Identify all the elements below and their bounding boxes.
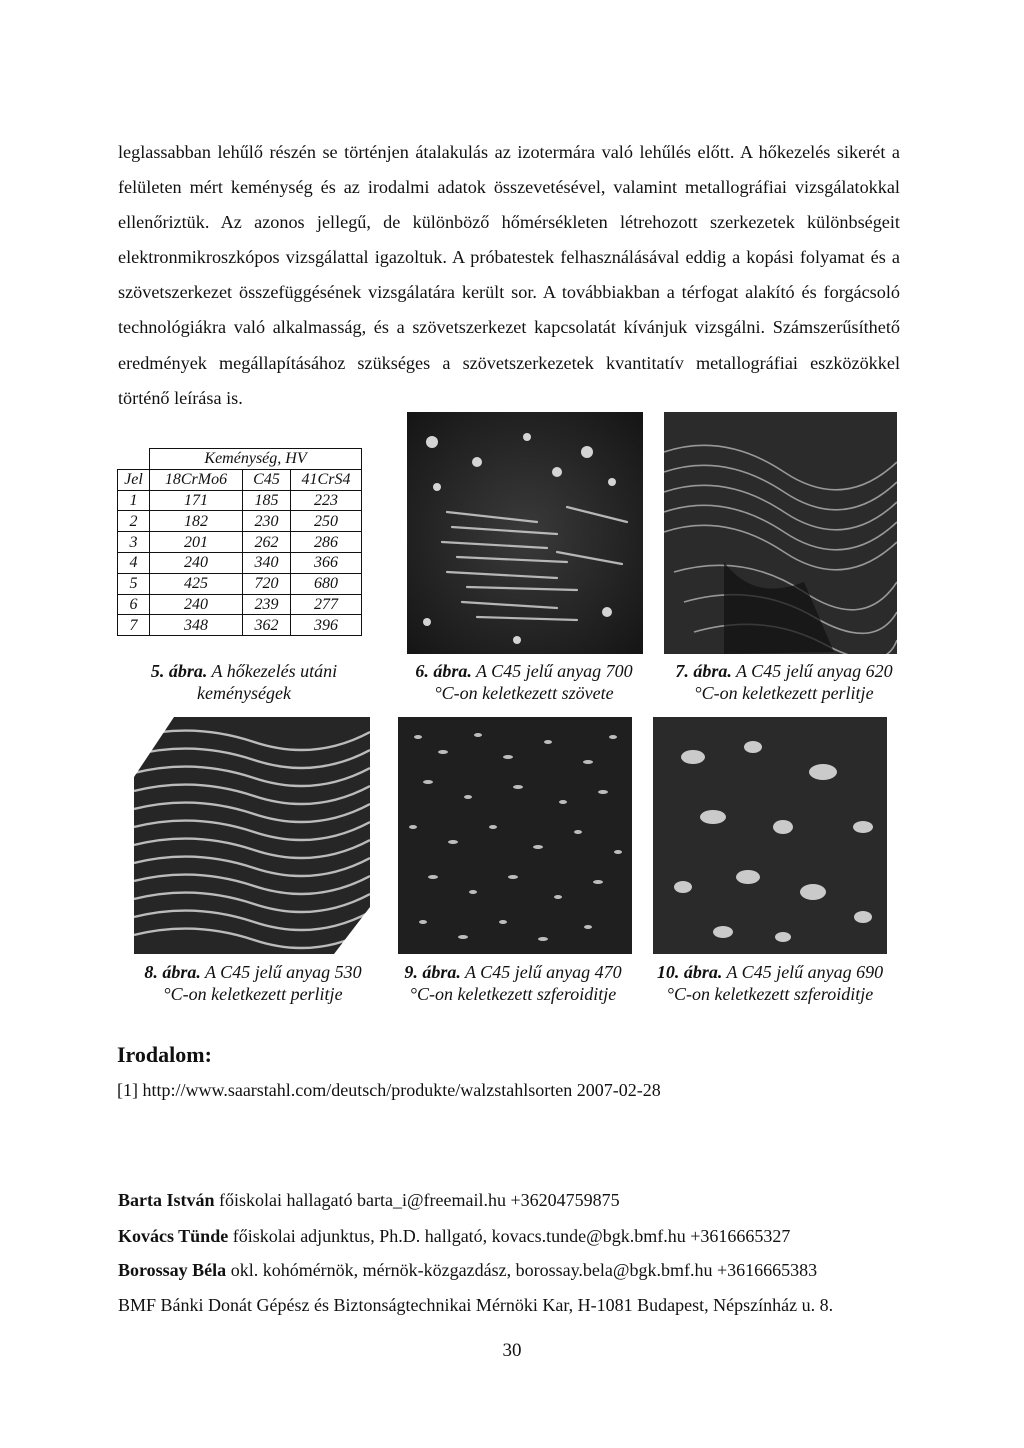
caption-text: °C-on keletkezett szövete <box>434 683 614 703</box>
affiliation: BMF Bánki Donát Gépész és Biztonságtechnikai Mérnöki Kar, H-1081 Budapest, Népszínház u. 8. <box>118 1295 834 1315</box>
micrograph-fig7 <box>664 412 897 654</box>
caption-number: 6. ábra. <box>415 661 472 681</box>
body-paragraph: leglassabban lehűlő részén se történjen átalakulás az izotermára való lehűlés előtt. A hőkezelés sikerét a felületen mért keménység és az irodalmi adatok összevetésével, valamint metallográfiai vizsgálatokkal ellenőriztük. Az azonos jellegű, de különböző hőmérsékleten létrehozott szerkezetek különbségeit elektronmikroszkópos vizsgálattal igazoltuk. A próbatestek felhasználásával eddig a kopási folyamat és a szövetszerkezet összefüggésének vizsgálatára került sor. A továbbiakban a térfogat alakító és forgácsoló technológiákra való alkalmasság, és a szövetszerkezet kapcsolatát kívánjuk vizsgálni. Számszerűsíthető eredmények megállapításához szükséges a szövetszerkezetek kvantitatív metallográfiai eszközökkel történő leírása is. <box>118 142 900 408</box>
caption-fig8 <box>108 961 398 1005</box>
caption-number: 8. ábra. <box>144 962 201 982</box>
table-row <box>118 594 362 615</box>
table-cell: 286 <box>291 532 362 553</box>
caption-number: 10. ábra. <box>656 962 723 982</box>
table-header: C45 <box>243 469 291 490</box>
caption-text: °C-on keletkezett szferoiditje <box>409 984 617 1004</box>
table-cell: 201 <box>150 532 243 553</box>
table-cell: 5 <box>118 573 150 594</box>
table-cell: 1 <box>118 490 150 511</box>
caption-number: 5. ábra. <box>150 661 208 681</box>
table-cell: 262 <box>243 532 291 553</box>
table-cell: 3 <box>118 532 150 553</box>
table-row <box>118 552 362 573</box>
hardness-table <box>117 448 362 636</box>
table-cell: 720 <box>243 573 291 594</box>
author-name: Kovács Tünde <box>118 1226 229 1246</box>
table-cell: 4 <box>118 552 150 573</box>
micrograph-fig8 <box>134 717 370 954</box>
caption-text: °C-on keletkezett perlitje <box>694 683 874 703</box>
table-cell: 250 <box>291 511 362 532</box>
table-row <box>118 490 362 511</box>
caption-text: A hőkezelés utáni <box>211 661 338 681</box>
table-cell: 240 <box>150 552 243 573</box>
caption-fig10 <box>630 961 910 1005</box>
table-title-row <box>118 449 362 470</box>
caption-number: 7. ábra. <box>675 661 732 681</box>
caption-text: A C45 jelű anyag 530 <box>205 962 362 982</box>
table-cell: 348 <box>150 615 243 636</box>
caption-text: A C45 jelű anyag 470 <box>465 962 622 982</box>
caption-fig6 <box>388 660 660 704</box>
caption-text: °C-on keletkezett perlitje <box>163 984 343 1004</box>
caption-number: 9. ábra. <box>404 962 461 982</box>
author-line <box>118 1260 817 1281</box>
table-title: Keménység, HV <box>150 449 362 470</box>
table-row <box>118 511 362 532</box>
table-cell: 366 <box>291 552 362 573</box>
table-row <box>118 615 362 636</box>
table-cell: 230 <box>243 511 291 532</box>
micrograph-fig9 <box>398 717 632 954</box>
table-cell: 6 <box>118 594 150 615</box>
author-details: okl. kohómérnök, mérnök-közgazdász, borossay.bela@bgk.bmf.hu +3616665383 <box>226 1260 818 1280</box>
table-corner <box>118 449 150 470</box>
micrograph-fig6 <box>407 412 643 654</box>
table-row <box>118 573 362 594</box>
author-line <box>118 1190 620 1211</box>
caption-text: A C45 jelű anyag 700 <box>476 661 633 681</box>
caption-fig9 <box>378 961 648 1005</box>
table-header-row <box>118 469 362 490</box>
table-cell: 239 <box>243 594 291 615</box>
table-cell: 182 <box>150 511 243 532</box>
micrograph-fig10 <box>653 717 887 954</box>
caption-text: A C45 jelű anyag 620 <box>736 661 893 681</box>
table-header: 41CrS4 <box>291 469 362 490</box>
table-header: Jel <box>118 469 150 490</box>
table-cell: 2 <box>118 511 150 532</box>
table-cell: 277 <box>291 594 362 615</box>
author-details: főiskolai adjunktus, Ph.D. hallgató, kovacs.tunde@bgk.bmf.hu +3616665327 <box>228 1226 791 1246</box>
table-cell: 171 <box>150 490 243 511</box>
table-cell: 340 <box>243 552 291 573</box>
table-cell: 240 <box>150 594 243 615</box>
table-cell: 425 <box>150 573 243 594</box>
table-header: 18CrMo6 <box>150 469 243 490</box>
caption-text: A C45 jelű anyag 690 <box>726 962 884 982</box>
table-cell: 7 <box>118 615 150 636</box>
author-line <box>118 1226 790 1247</box>
table-cell: 396 <box>291 615 362 636</box>
table-cell: 185 <box>243 490 291 511</box>
table-cell: 362 <box>243 615 291 636</box>
caption-text: °C-on keletkezett szferoiditje <box>666 984 874 1004</box>
table-cell: 680 <box>291 573 362 594</box>
table-cell: 223 <box>291 490 362 511</box>
references-heading: Irodalom: <box>117 1042 212 1067</box>
caption-text: keménységek <box>197 683 291 703</box>
author-name: Barta István <box>118 1190 215 1210</box>
caption-fig7 <box>648 660 920 704</box>
reference-item: [1] http://www.saarstahl.com/deutsch/produkte/walzstahlsorten 2007-02-28 <box>117 1080 661 1100</box>
author-name: Borossay Béla <box>118 1260 227 1280</box>
page-number: 30 <box>502 1340 522 1361</box>
table-row <box>118 532 362 553</box>
author-details: főiskolai hallagató barta_i@freemail.hu +36204759875 <box>214 1190 620 1210</box>
caption-fig5 <box>108 660 380 704</box>
